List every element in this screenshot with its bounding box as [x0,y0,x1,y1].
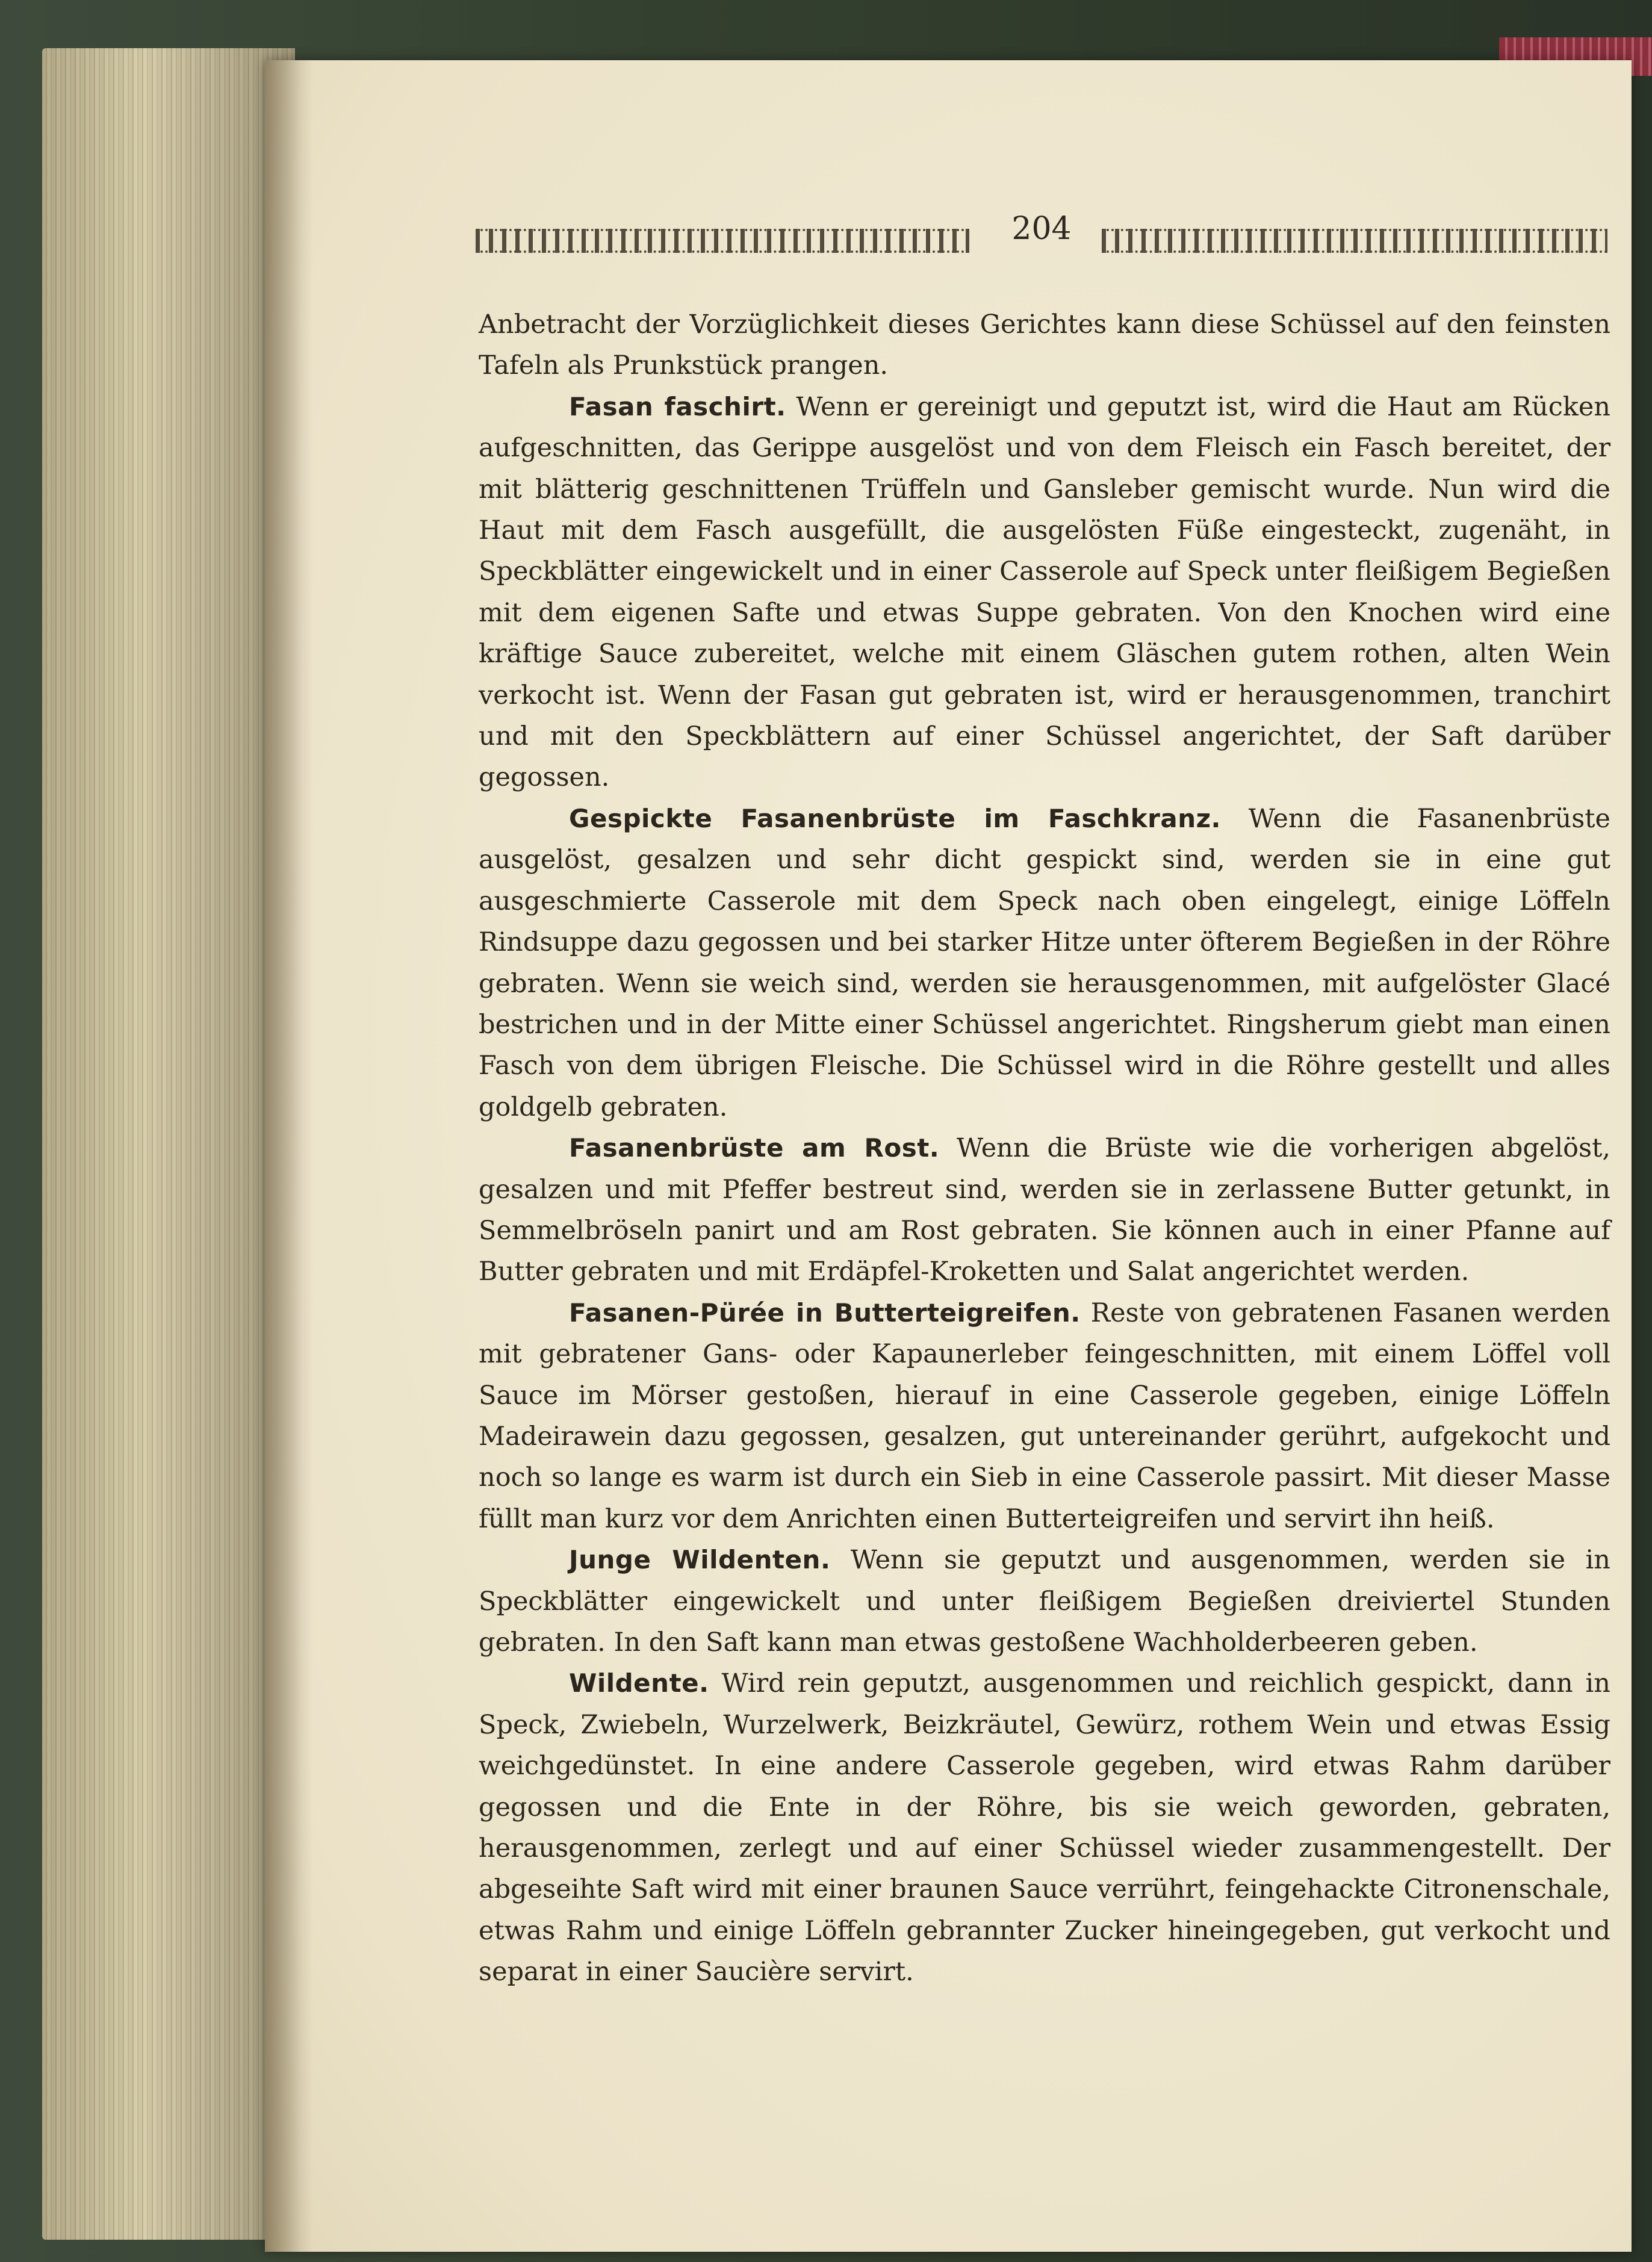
paragraph-fasan-faschirt [479,387,1610,798]
paragraph-gespickte-fasanenbrueste [479,798,1610,1128]
recipe-heading: Gespickte Fasanenbrüste im Faschkranz. [569,803,1221,833]
paragraph-wildente [479,1663,1610,1992]
paragraph-text: Wenn die Brüste wie die vorherigen abgelöst, gesalzen und mit Pfeffer bestreut sind, werden sie in zerlassene Butter getunkt, in Semmelbröseln panirt und am Rost gebraten. Sie können auch in einer Pfanne auf Butter gebraten und mit Erdäpfel-Kroketten und Salat angerichtet werden. [479,1133,1611,1287]
recipe-heading: Fasanen-Pürée in Butterteigreifen. [569,1297,1081,1328]
page-edges-shade [42,48,295,2240]
page-number: 204 [1011,211,1072,247]
paragraph-fasanenbrueste-am-rost [479,1128,1610,1293]
paragraph-text: Anbetracht der Vorzüglichkeit dieses Gerichtes kann diese Schüssel auf den feinsten Tafeln als Prunkstück prangen. [479,309,1610,381]
paragraph-text: Reste von gebratenen Fasanen werden mit gebratener Gans- oder Kapaunerleber feingeschnitten, mit einem Löffel voll Sauce im Mörser gestoßen, hierauf in eine Casserole gegeben, einige Löffeln Madeirawein dazu gegossen, gesalzen, gut untereinander gerührt, aufgekocht und noch so lange es warm ist durch ein Sieb in eine Casserole passirt. Mit dieser Masse füllt man kurz vor dem Anrichten einen Butterteigreifen und servirt ihn heiß. [479,1297,1610,1534]
recipe-heading: Wildente. [569,1668,709,1698]
recipe-heading: Junge Wildenten. [569,1545,831,1575]
recipe-heading: Fasan faschirt. [569,391,786,421]
paragraph-junge-wildenten [479,1540,1610,1663]
paragraph-intro [479,304,1610,387]
page-header [476,211,1607,259]
paragraph-text: Wenn die Fasanenbrüste ausgelöst, gesalzen und sehr dicht gespickt sind, werden sie in eine gut ausgeschmierte Casserole mit dem Speck nach oben eingelegt, einige Löffeln Rindsuppe dazu gegossen und bei starker Hitze unter öfterem Begießen in der Röhre gebraten. Wenn sie weich sind, werden sie herausgenommen, mit aufgelöster Glacé bestrichen und in der Mitte einer Schüssel angerichtet. Ringsherum giebt man einen Fasch von dem übrigen Fleische. Die Schüssel wird in die Röhre gestellt und alles goldgelb gebraten. [479,803,1610,1122]
gutter-shadow [265,60,313,2252]
header-ornament-right [1102,229,1607,253]
paragraph-text: Wenn sie geputzt und ausgenommen, werden sie in Speckblätter eingewickelt und unter fleißigem Begießen dreiviertel Stunden gebraten. In den Saft kann man etwas gestoßene Wachholderbeeren geben. [479,1545,1610,1658]
paragraph-fasanen-puree [479,1293,1610,1540]
paragraph-text: Wenn er gereinigt und geputzt ist, wird die Haut am Rücken aufgeschnitten, das Gerippe ausgelöst und von dem Fleisch ein Fasch bereitet, der mit blätterig geschnittenen Trüffeln und Gansleber gemischt wurde. Nun wird die Haut mit dem Fasch ausgefüllt, die ausgelösten Füße eingesteckt, zugenäht, in Speckblätter eingewickelt und in einer Casserole auf Speck unter fleißigem Begießen mit dem eigenen Safte und etwas Suppe gebraten. Von den Knochen wird eine kräftige Sauce zubereitet, welche mit einem Gläschen gutem rothen, alten Wein verkocht ist. Wenn der Fasan gut gebraten ist, wird er herausgenommen, tranchirt und mit den Speckblättern auf einer Schüssel angerichtet, der Saft darüber gegossen. [479,391,1610,793]
recipe-heading: Fasanenbrüste am Rost. [569,1133,940,1163]
page-body [479,304,1610,1993]
paragraph-text: Wird rein geputzt, ausgenommen und reichlich gespickt, dann in Speck, Zwiebeln, Wurzelwerk, Beizkräutel, Gewürz, rothem Wein und etwas Essig weichgedünstet. In eine andere Casserole gegeben, wird etwas Rahm darüber gegossen und die Ente in der Röhre, bis sie weich geworden, gebraten, herausgenommen, zerlegt und auf einer Schüssel wieder zusammengestellt. Der abgeseihte Saft wird mit einer braunen Sauce verrührt, feingehackte Citronenschale, etwas Rahm und einige Löffeln gebrannter Zucker hineingegeben, gut verkocht und separat in einer Saucière servirt. [479,1668,1610,1987]
header-ornament-left [476,229,969,253]
